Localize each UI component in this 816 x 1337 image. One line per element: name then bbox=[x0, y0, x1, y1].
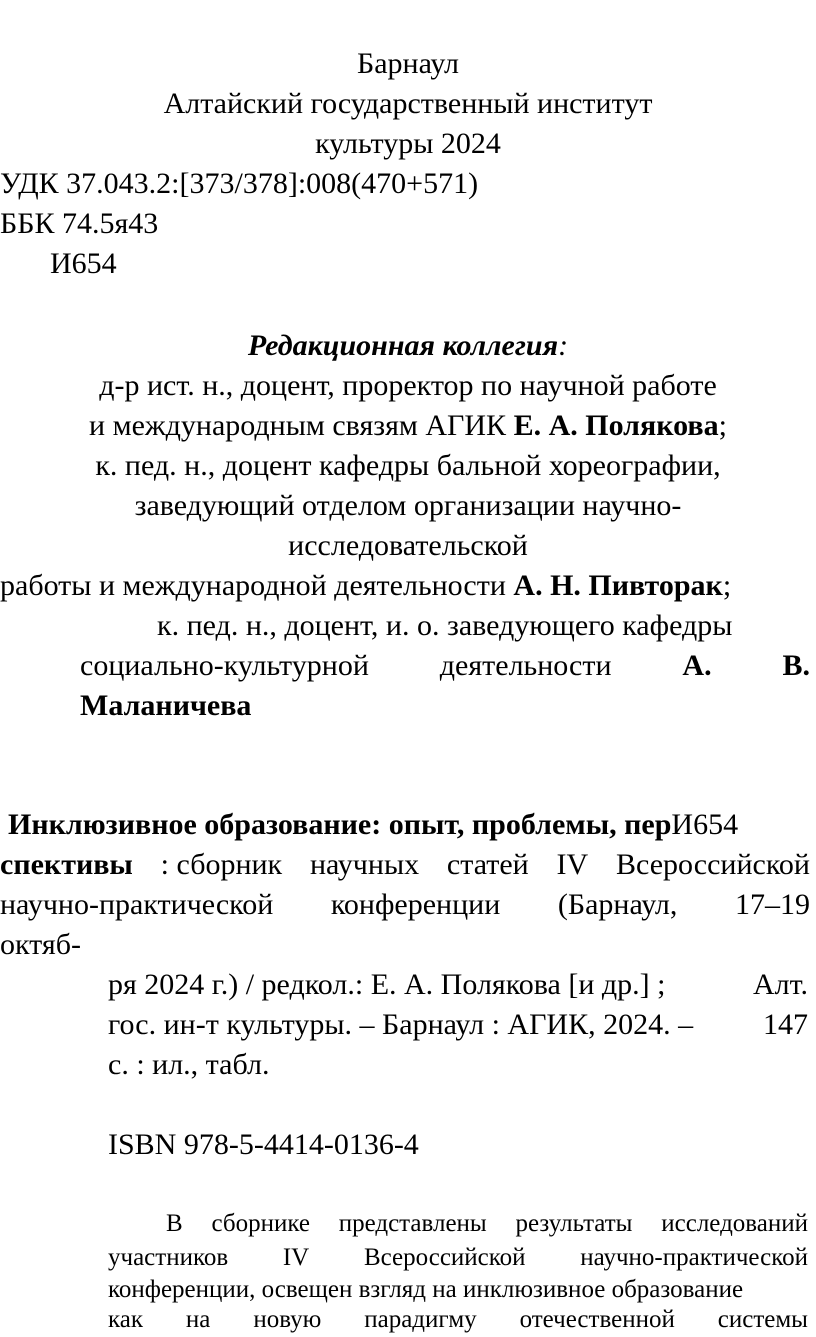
udk-code: УДК 37.043.2:[373/378]:008(470+571) bbox=[0, 167, 479, 200]
member2-affiliation: работы и международной деятельности bbox=[0, 569, 514, 602]
bib-word: статей bbox=[446, 848, 529, 881]
member1-name: Е. А. Полякова bbox=[513, 409, 719, 442]
author-mark: И654 bbox=[50, 247, 117, 280]
bib-word: IV bbox=[556, 848, 589, 881]
book-line5 bbox=[108, 965, 808, 1005]
editorial-heading-colon: : bbox=[558, 329, 569, 362]
bib-segment: 147 bbox=[763, 1008, 808, 1041]
annotation-word: системы bbox=[717, 1306, 808, 1333]
bib-segment: гос. ин-т культуры. – Барнаул : АГИК, 2024. – bbox=[108, 1008, 694, 1041]
bib-word: научно-практической bbox=[0, 888, 274, 921]
annotation-line1 bbox=[166, 1207, 808, 1241]
annotation-word: исследований bbox=[661, 1210, 808, 1237]
book-title-part2: спективы bbox=[0, 848, 133, 881]
member3-initial: А. bbox=[682, 649, 712, 682]
member1-affiliation: и международным связям АГИК bbox=[89, 409, 514, 442]
editorial-heading bbox=[0, 326, 816, 366]
book-line3 bbox=[0, 885, 810, 925]
member2-line2: заведующий отделом организации научно- bbox=[134, 489, 682, 522]
book-title-line1 bbox=[8, 805, 738, 845]
bib-word: : сборник bbox=[160, 848, 283, 881]
annotation-line3: конференции, освещен взгляд на инклюзивное образование bbox=[108, 1276, 744, 1303]
member3-initial: В. bbox=[782, 649, 810, 682]
book-line6 bbox=[108, 1005, 808, 1045]
member1-line1: д-р ист. н., доцент, проректор по научной работе bbox=[99, 369, 717, 402]
annotation-word: сборнике bbox=[211, 1210, 310, 1237]
publisher-line-1: Алтайский государственный институт bbox=[163, 87, 653, 120]
publisher-line-2: культуры 2024 bbox=[315, 127, 501, 160]
annotation-line4 bbox=[108, 1303, 808, 1337]
annotation-word: новую bbox=[253, 1306, 322, 1333]
annotation-word: на bbox=[185, 1306, 211, 1333]
bib-word: 17–19 bbox=[735, 888, 810, 921]
annotation-word: IV bbox=[282, 1244, 310, 1271]
member3-surname: Маланичева bbox=[80, 689, 252, 722]
bib-word: конференции bbox=[330, 888, 501, 921]
annotation-word: парадигму bbox=[364, 1306, 477, 1333]
book-line4: октяб- bbox=[0, 928, 81, 961]
book-title-line2 bbox=[0, 845, 810, 885]
annotation-word: результаты bbox=[515, 1210, 633, 1237]
member2-name: А. Н. Пивторак bbox=[513, 569, 723, 602]
annotation-word: В bbox=[166, 1210, 183, 1237]
bib-word: Всероссийской bbox=[616, 848, 810, 881]
member2-line3: исследовательской bbox=[288, 529, 528, 562]
annotation-word: участников bbox=[108, 1244, 229, 1271]
bib-word: (Барнаул, bbox=[557, 888, 678, 921]
bib-segment: Алт. bbox=[753, 968, 808, 1001]
member3-word: деятельности bbox=[439, 649, 612, 682]
book-title-part1: Инклюзивное образование: опыт, проблемы, пер bbox=[8, 808, 672, 841]
annotation-line2 bbox=[108, 1241, 808, 1275]
member3-line2 bbox=[80, 646, 810, 686]
member3-line1: к. пед. н., доцент, и. о. заведующего кафедры bbox=[157, 609, 733, 642]
member2-line1: к. пед. н., доцент кафедры бальной хореографии, bbox=[95, 449, 721, 482]
member2-suffix: ; bbox=[722, 569, 732, 602]
annotation-word: Всероссийской bbox=[363, 1244, 526, 1271]
bib-segment: ря 2024 г.) / редкол.: Е. А. Полякова [и др.] ; bbox=[108, 968, 666, 1001]
annotation-word: как bbox=[108, 1306, 144, 1333]
bib-word: научных bbox=[309, 848, 420, 881]
editorial-heading-text: Редакционная коллегия bbox=[247, 329, 559, 362]
annotation-word: научно-практической bbox=[580, 1244, 808, 1271]
isbn: ISBN 978-5-4414-0136-4 bbox=[108, 1128, 419, 1161]
book-author-mark: И654 bbox=[671, 808, 739, 841]
member3-word: социально-культурной bbox=[80, 649, 369, 682]
member1-suffix: ; bbox=[718, 409, 727, 442]
book-line7: с. : ил., табл. bbox=[108, 1048, 270, 1081]
annotation-word: отечественной bbox=[519, 1306, 675, 1333]
bbk-code: ББК 74.5я43 bbox=[0, 207, 159, 240]
member2-line4 bbox=[0, 566, 731, 606]
annotation-word: представлены bbox=[338, 1210, 487, 1237]
city-line: Барнаул bbox=[356, 47, 460, 80]
member1-line2 bbox=[0, 406, 816, 446]
